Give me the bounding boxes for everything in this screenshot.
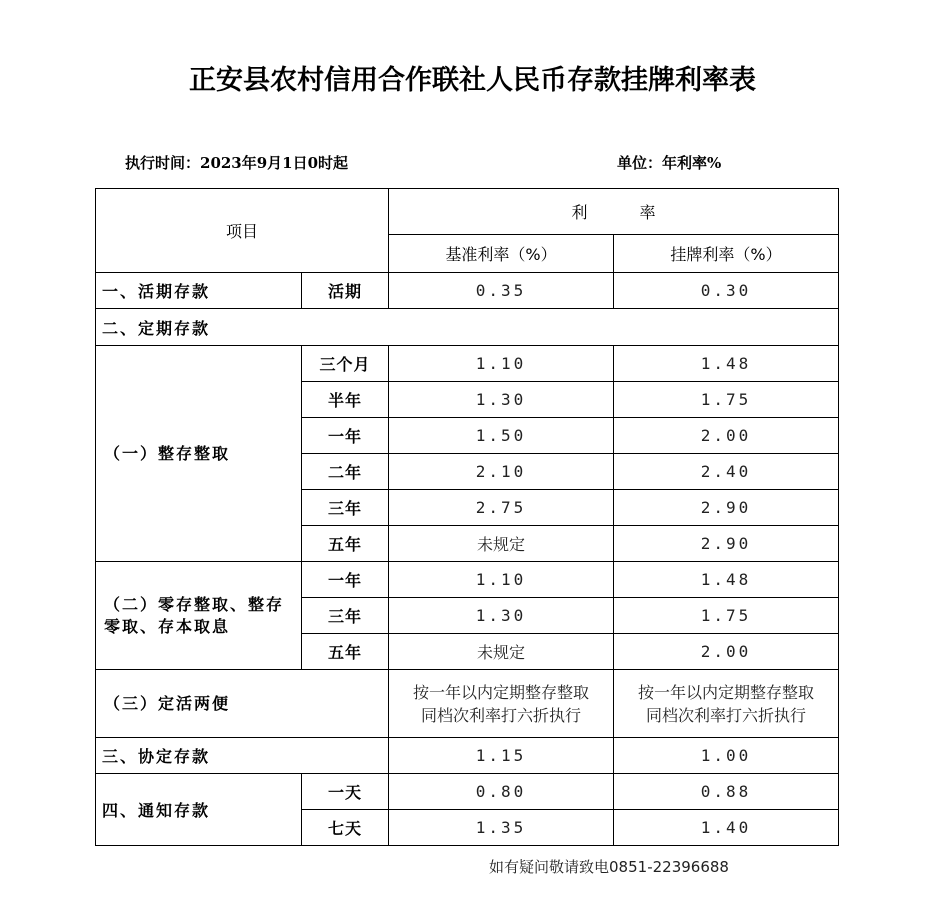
term-label: 一年 — [302, 562, 389, 598]
listed-rate-value: 2.40 — [614, 454, 839, 490]
table-row — [96, 273, 839, 309]
header-item: 项目 — [96, 189, 389, 273]
listed-rate-value: 1.48 — [614, 346, 839, 382]
base-rate-value: 1.15 — [389, 738, 614, 774]
category-label: 二、定期存款 — [96, 309, 839, 346]
base-rate-value: 未规定 — [389, 634, 614, 670]
base-rate-value: 未规定 — [389, 526, 614, 562]
term-label: 活期 — [302, 273, 389, 309]
category-label: 三、协定存款 — [96, 738, 389, 774]
listed-rate-value: 1.75 — [614, 598, 839, 634]
base-rate-value: 1.35 — [389, 810, 614, 846]
listed-rate-value: 1.48 — [614, 562, 839, 598]
base-rate-value: 1.30 — [389, 382, 614, 418]
note-line: 同档次利率打六折执行 — [646, 705, 807, 725]
listed-rate-note — [614, 670, 839, 738]
term-label: 七天 — [302, 810, 389, 846]
term-label: 一年 — [302, 418, 389, 454]
group-label: （一）整存整取 — [96, 346, 302, 562]
unit-label: 单位：年利率% — [617, 154, 722, 172]
term-label: 三年 — [302, 490, 389, 526]
listed-rate-value: 1.40 — [614, 810, 839, 846]
term-label: 半年 — [302, 382, 389, 418]
table-row — [96, 309, 839, 346]
contact-text: 如有疑问敬请致电 — [489, 858, 610, 876]
base-rate-note — [389, 670, 614, 738]
note-line: 按一年以内定期整存整取 — [413, 682, 590, 702]
base-rate-value: 0.35 — [389, 273, 614, 309]
note-line: 按一年以内定期整存整取 — [638, 682, 815, 702]
category-label: 四、通知存款 — [96, 774, 302, 846]
base-rate-value: 0.80 — [389, 774, 614, 810]
base-rate-value: 2.75 — [389, 490, 614, 526]
listed-rate-value: 2.90 — [614, 490, 839, 526]
table-row — [96, 738, 839, 774]
base-rate-value: 1.50 — [389, 418, 614, 454]
term-label: 五年 — [302, 634, 389, 670]
listed-rate-value: 1.00 — [614, 738, 839, 774]
base-rate-value: 1.10 — [389, 562, 614, 598]
header-rate: 利率 — [389, 189, 839, 235]
table-row — [96, 562, 839, 598]
header-listed-rate: 挂牌利率（%） — [614, 235, 839, 273]
listed-rate-value: 2.00 — [614, 418, 839, 454]
table-row — [96, 774, 839, 810]
effective-time: 执行时间：2023年9月1日0时起 — [125, 154, 349, 172]
base-rate-value: 1.10 — [389, 346, 614, 382]
listed-rate-value: 0.30 — [614, 273, 839, 309]
group-label: （三）定活两便 — [96, 670, 389, 738]
contact-phone: 0851-22396688 — [609, 858, 729, 876]
listed-rate-value: 2.00 — [614, 634, 839, 670]
table-row — [96, 346, 839, 382]
term-label: 三个月 — [302, 346, 389, 382]
contact-footer — [489, 856, 729, 877]
table-row — [96, 670, 839, 738]
page-title: 正安县农村信用合作联社人民币存款挂牌利率表 — [189, 65, 756, 96]
listed-rate-value: 0.88 — [614, 774, 839, 810]
term-label: 一天 — [302, 774, 389, 810]
group-label-line: 零取、存本取息 — [104, 616, 231, 636]
base-rate-value: 1.30 — [389, 598, 614, 634]
listed-rate-value: 1.75 — [614, 382, 839, 418]
group-label — [96, 562, 302, 670]
term-label: 三年 — [302, 598, 389, 634]
group-label-line: （二）零存整取、整存 — [104, 594, 285, 614]
base-rate-value: 2.10 — [389, 454, 614, 490]
rate-table — [95, 188, 839, 846]
listed-rate-value: 2.90 — [614, 526, 839, 562]
header-base-rate: 基准利率（%） — [389, 235, 614, 273]
term-label: 五年 — [302, 526, 389, 562]
term-label: 二年 — [302, 454, 389, 490]
category-label: 一、活期存款 — [96, 273, 302, 309]
note-line: 同档次利率打六折执行 — [421, 705, 582, 725]
